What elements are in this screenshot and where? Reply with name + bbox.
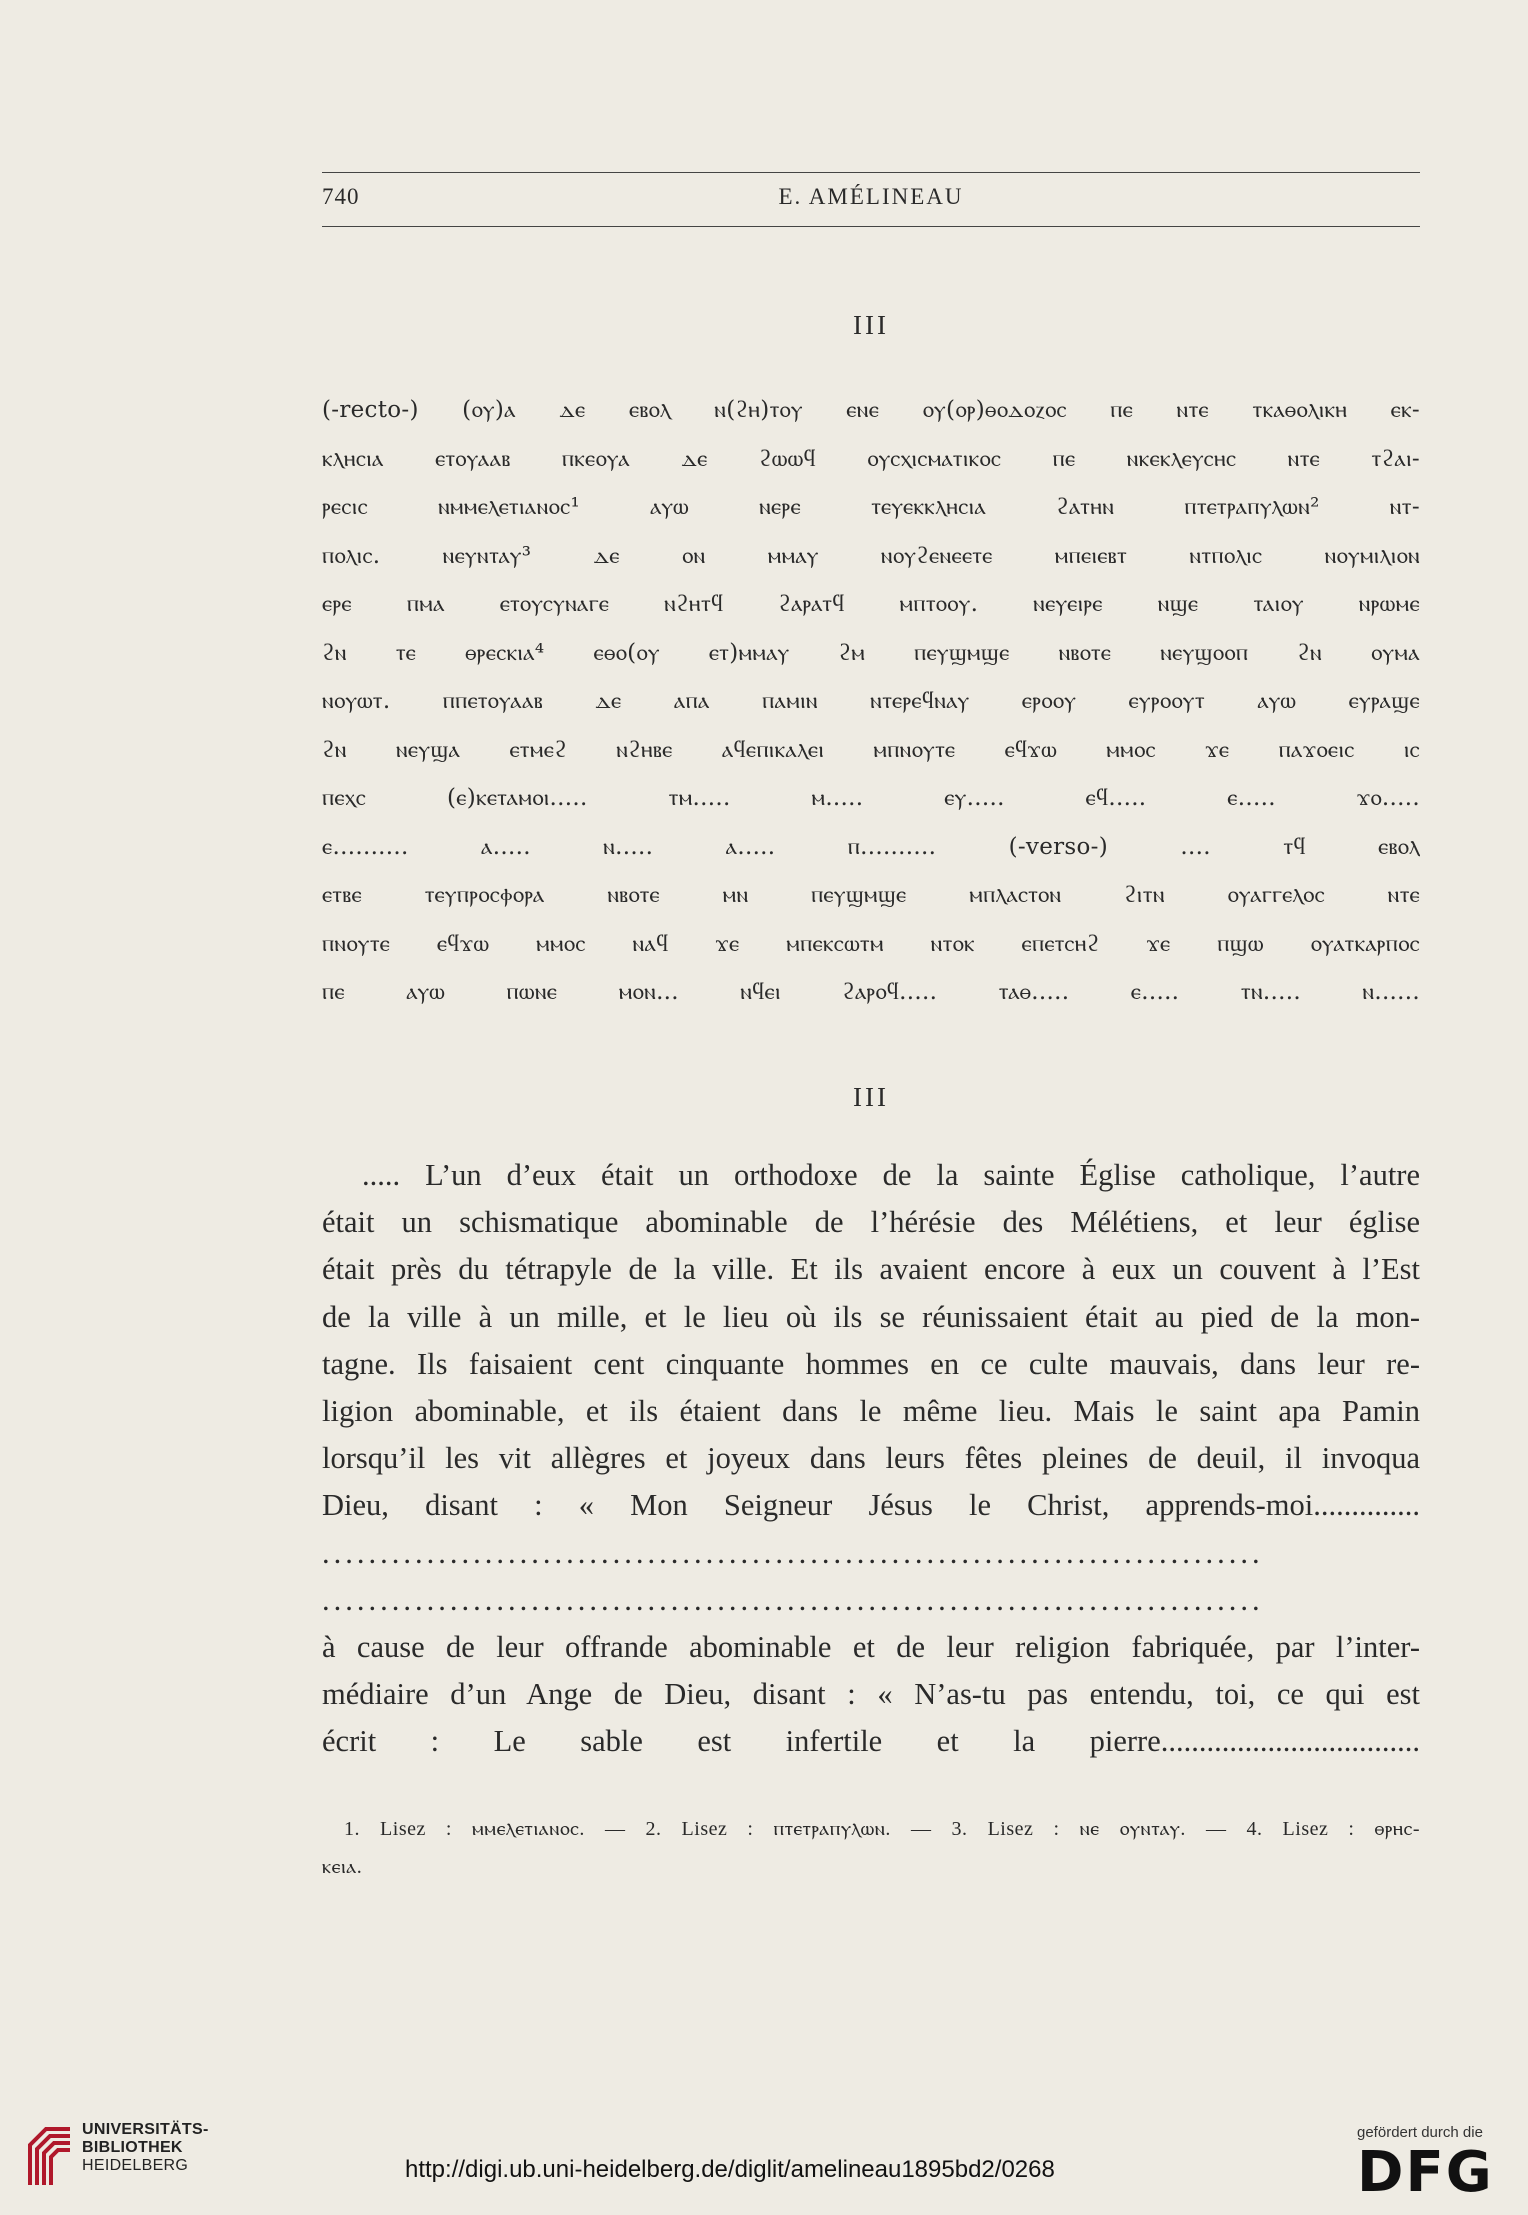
translation-line: lorsqu’il les vit allègres et joyeux dans leurs fêtes pleines de deuil, il invoqua (322, 1441, 1420, 1476)
translation-line: ..... L’un d’eux était un orthodoxe de la sainte Église catholique, l’autre (362, 1158, 1420, 1192)
coptic-line: ⲡⲛⲟⲩⲧⲉ ⲉϥϫⲱ ⲙⲙⲟⲥ ⲛⲁϥ ϫⲉ ⲙⲡⲉⲕⲥⲱⲧⲙ ⲛⲧⲟⲕ ⲉⲡⲉⲧⲥⲏϩ ϫⲉ ⲡϣⲱ ⲟⲩⲁⲧⲕⲁⲣⲡⲟⲥ (322, 930, 1420, 957)
translation-line: était près du tétrapyle de la ville. Et ils avaient encore à eux un couvent à l’Est (322, 1252, 1420, 1287)
coptic-line: (-recto-) (ⲟⲩ)ⲁ ⲇⲉ ⲉⲃⲟⲗ ⲛ(ϩⲏ)ⲧⲟⲩ ⲉⲛⲉ ⲟⲩ(ⲟⲣ)ⲑⲟⲇⲟⲍⲟⲥ ⲡⲉ ⲛⲧⲉ ⲧⲕⲁⲑⲟⲗⲓⲕⲏ ⲉⲕ- (322, 397, 1420, 423)
translation-line: tagne. Ils faisaient cent cinquante hommes en ce culte mauvais, dans leur re- (322, 1346, 1420, 1381)
lacuna-dots-line: ................................................................................. (322, 1535, 1264, 1570)
library-name-line1: UNIVERSITÄTS- (82, 2121, 209, 2138)
translation-line: médiaire d’un Ange de Dieu, disant : « N’as-tu pas entendu, toi, ce qui est (322, 1677, 1420, 1712)
coptic-line: ⲡⲉ ⲁⲩⲱ ⲡⲱⲛⲉ ⲙⲟⲛ... ⲛϥⲉⲓ ϩⲁⲣⲟϥ..... ⲧⲁⲑ..... ⲉ..... ⲧⲛ..... ⲛ...... (322, 979, 1420, 1005)
translation-line: de la ville à un mille, et le lieu où ils se réunissaient était au pied de la mon- (322, 1299, 1420, 1334)
coptic-line: ⲡⲟⲗⲓⲥ. ⲛⲉⲩⲛⲧⲁⲩ³ ⲇⲉ ⲟⲛ ⲙⲙⲁⲩ ⲛⲟⲩϩⲉⲛⲉⲉⲧⲉ ⲙⲡⲉⲓⲉⲃⲧ ⲛⲧⲡⲟⲗⲓⲥ ⲛⲟⲩⲙⲓⲗⲓⲟⲛ (322, 542, 1420, 569)
library-logo[interactable] (26, 2117, 216, 2193)
dfg-sponsor (1353, 2124, 1513, 2204)
lacuna-dots-line: ................................................................................. (322, 1582, 1264, 1617)
top-rule (322, 172, 1420, 173)
coptic-line: ⲣⲉⲥⲓⲥ ⲛⲙⲙⲉⲗⲉⲧⲓⲁⲛⲟⲥ¹ ⲁⲩⲱ ⲛⲉⲣⲉ ⲧⲉⲩⲉⲕⲕⲗⲏⲥⲓⲁ ϩⲁⲧⲏⲛ ⲡⲧⲉⲧⲣⲁⲡⲩⲗⲱⲛ² ⲛⲧ- (322, 494, 1420, 520)
translation-line: écrit : Le sable est infertile et la pierre.................................. (322, 1724, 1420, 1759)
footnotes (322, 1810, 1420, 1886)
running-head-author: E. AMÉLINEAU (778, 184, 964, 209)
coptic-line: ⲉⲧⲃⲉ ⲧⲉⲩⲡⲣⲟⲥⲫⲟⲣⲁ ⲛⲃⲟⲧⲉ ⲙⲛ ⲡⲉⲩϣⲙϣⲉ ⲙⲡⲗⲁⲥⲧⲟⲛ ϩⲓⲧⲛ ⲟⲩⲁⲅⲅⲉⲗⲟⲥ ⲛⲧⲉ (322, 882, 1420, 908)
library-name-line2: BIBLIOTHEK (82, 2139, 183, 2156)
translation-line: Dieu, disant : « Mon Seigneur Jésus le Christ, apprends-moi.............. (322, 1488, 1420, 1523)
translation-line: à cause de leur offrande abominable et de leur religion fabriquée, par l’inter- (322, 1629, 1420, 1664)
library-name-line3: HEIDELBERG (82, 2157, 189, 2174)
dfg-logo: DFG (1357, 2140, 1494, 2205)
translation-line: ligion abominable, et ils étaient dans le même lieu. Mais le saint apa Pamin (322, 1393, 1420, 1428)
coptic-line: ⲉⲣⲉ ⲡⲙⲁ ⲉⲧⲟⲩⲥⲩⲛⲁⲅⲉ ⲛϩⲏⲧϥ ϩⲁⲣⲁⲧϥ ⲙⲡⲧⲟⲟⲩ. ⲛⲉⲩⲉⲓⲣⲉ ⲛϣⲉ ⲧⲁⲓⲟⲩ ⲛⲣⲱⲙⲉ (322, 591, 1420, 617)
coptic-line: ⲕⲗⲏⲥⲓⲁ ⲉⲧⲟⲩⲁⲁⲃ ⲡⲕⲉⲟⲩⲁ ⲇⲉ ϩⲱⲱϥ ⲟⲩⲥⲭⲓⲥⲙⲁⲧⲓⲕⲟⲥ ⲡⲉ ⲛⲕⲉⲕⲗⲉⲩⲥⲏⲥ ⲛⲧⲉ ⲧϩⲁⲓ- (322, 445, 1420, 472)
coptic-line: ϩⲛ ⲛⲉⲩϣⲁ ⲉⲧⲙⲉϩ ⲛϩⲏⲃⲉ ⲁϥⲉⲡⲓⲕⲁⲗⲉⲓ ⲙⲡⲛⲟⲩⲧⲉ ⲉϥϫⲱ ⲙⲙⲟⲥ ϫⲉ ⲡⲁϫⲟⲉⲓⲥ ⲓⲥ (322, 736, 1420, 763)
permalink-url[interactable]: http://digi.ub.uni-heidelberg.de/diglit/amelineau1895bd2/0268 (405, 2156, 1055, 2183)
coptic-line: ϩⲛ ⲧⲉ ⲑⲣⲉⲥⲕⲓⲁ⁴ ⲉⲑⲟ(ⲟⲩ ⲉⲧ)ⲙⲙⲁⲩ ϩⲙ ⲡⲉⲩϣⲙϣⲉ ⲛⲃⲟⲧⲉ ⲛⲉⲩϣⲟⲟⲡ ϩⲛ ⲟⲩⲙⲁ (322, 639, 1420, 666)
section-heading-coptic: III (853, 310, 889, 340)
footnote-line: 1. Lisez : ⲙⲙⲉⲗⲉⲧⲓⲁⲛⲟⲥ. — 2. Lisez : ⲡⲧⲉⲧⲣⲁⲡⲩⲗⲱⲛ. — 3. Lisez : ⲛⲉ ⲟⲩⲛⲧⲁⲩ. — 4. Lisez : ⲑⲣⲏⲥ- (344, 1818, 1420, 1840)
sponsor-label: gefördert durch die (1357, 2124, 1483, 2141)
running-head (322, 184, 1420, 218)
french-translation-block (322, 1152, 1420, 1765)
coptic-line: ⲛⲟⲩⲱⲧ. ⲡⲡⲉⲧⲟⲩⲁⲁⲃ ⲇⲉ ⲁⲡⲁ ⲡⲁⲙⲓⲛ ⲛⲧⲉⲣⲉϥⲛⲁⲩ ⲉⲣⲟⲟⲩ ⲉⲩⲣⲟⲟⲩⲧ ⲁⲩⲱ ⲉⲩⲣⲁϣⲉ (322, 688, 1420, 714)
page-number: 740 (322, 184, 360, 209)
footnote-line: ⲕⲉⲓⲁ. (322, 1856, 363, 1878)
section-heading-translation: III (853, 1082, 889, 1112)
head-rule (322, 226, 1420, 227)
coptic-line: ⲡⲉⲭⲥ (ⲉ)ⲕⲉⲧⲁⲙⲟⲓ..... ⲧⲙ..... ⲙ..... ⲉⲩ..... ⲉϥ..... ⲉ..... ϫⲟ..... (322, 785, 1420, 811)
coptic-line: ⲉ.......... ⲁ..... ⲛ..... ⲁ..... ⲡ.......... (-verso-) .... ⲧϥ ⲉⲃⲟⲗ (322, 833, 1420, 860)
coptic-text-block (322, 386, 1420, 1017)
library-logo-icon (26, 2117, 74, 2189)
translation-line: était un schismatique abominable de l’hérésie des Mélétiens, et leur église (322, 1205, 1420, 1240)
